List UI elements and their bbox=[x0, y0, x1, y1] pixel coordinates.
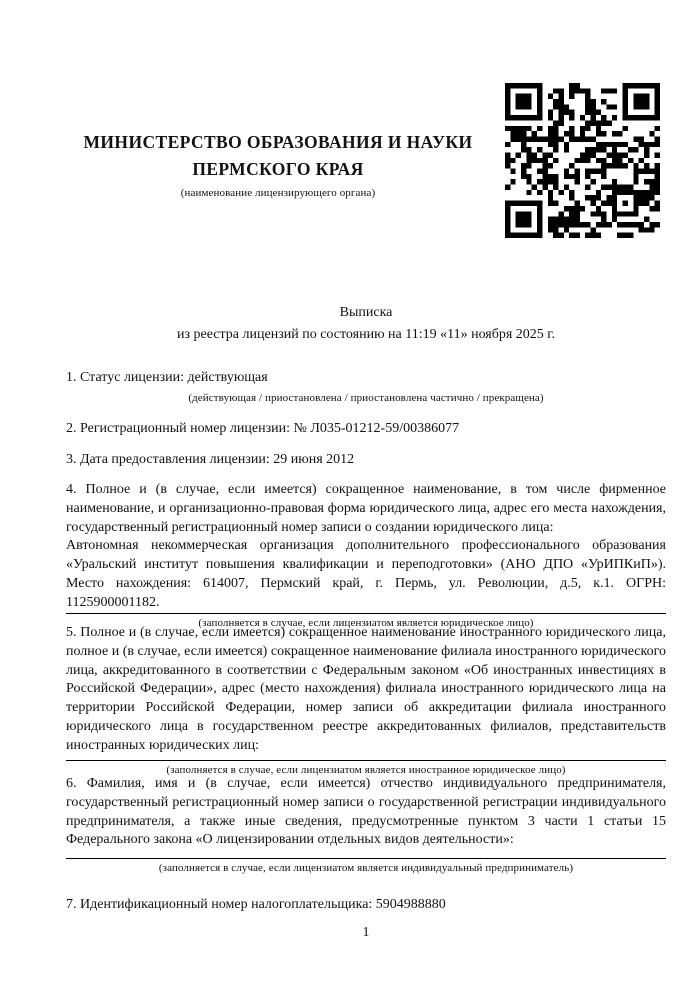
foreign-entity-label: 5. Полное и (в случае, если имеется) сокращенное наименование иностранного юридического лица, полное и (в случае, если имеется) сокращенное наименование филиала иностранного юридического лица, аккредитованного в соответствии с Федеральным законом «Об иностранных инвестициях в Российской Федерации», адрес (место нахождения) филиала иностранного юридического лица на территории Российской Федерации, номер записи об аккредитации филиала иностранного юридического лица в государственном реестре аккредитованных филиалов, представительств иностранных юридических лиц: bbox=[66, 625, 666, 753]
individual-entrepreneur-caption: (заполняется в случае, если лицензиатом является индивидуальный предприниматель) bbox=[158, 862, 574, 875]
field-grant-date bbox=[66, 451, 666, 470]
legal-entity-value: Автономная некоммерческая организация дополнительного профессионального образования «Уральский институт повышения квалификации и переподготовки» (АНО ДПО «УрИПКиП»). Место нахождения: 614007, Пермский край, г. Пермь, ул. Революции, д.5, к.1. ОГРН: 1125900001182. bbox=[66, 538, 666, 610]
document-title-block bbox=[66, 302, 666, 345]
field-license-status bbox=[66, 369, 666, 405]
document-subtitle: из реестра лицензий по состоянию на 11:19 «11» ноября 2025 г. bbox=[177, 326, 555, 342]
foreign-entity-fill-line bbox=[66, 760, 666, 761]
grant-date-text: 3. Дата предоставления лицензии: 29 июня 2012 bbox=[66, 452, 355, 467]
license-status-caption: (действующая / приостановлена / приостановлена частично / прекращена) bbox=[188, 391, 544, 404]
legal-entity-caption: (заполняется в случае, если лицензиатом является юридическое лицо) bbox=[198, 616, 534, 629]
field-legal-entity bbox=[66, 481, 666, 630]
document-title: Выписка bbox=[339, 305, 393, 320]
qr-code-image bbox=[505, 83, 660, 238]
field-taxpayer-number bbox=[66, 896, 666, 915]
taxpayer-number-text: 7. Идентификационный номер налогоплательщика: 5904988880 bbox=[66, 897, 446, 912]
foreign-entity-caption: (заполняется в случае, если лицензиатом является иностранное юридическое лицо) bbox=[166, 763, 566, 776]
field-foreign-entity bbox=[66, 624, 666, 777]
ministry-name-line1: МИНИСТЕРСТВО ОБРАЗОВАНИЯ И НАУКИ bbox=[83, 132, 473, 152]
licensing-authority-header bbox=[66, 129, 490, 200]
page-number: 1 bbox=[362, 925, 370, 940]
individual-entrepreneur-label: 6. Фамилия, имя и (в случае, если имеется) отчество индивидуального предпринимателя, государственный регистрационный номер записи о государственной регистрации индивидуального предпринимателя, а также иные сведения, предусмотренные пунктом 3 части 1 статьи 15 Федерального закона «О лицензировании отдельных видов деятельности»: bbox=[66, 776, 666, 848]
license-status-text: 1. Статус лицензии: действующая bbox=[66, 370, 268, 385]
qr-code-icon bbox=[505, 83, 660, 238]
individual-entrepreneur-empty-field bbox=[66, 850, 666, 858]
ministry-name-caption: (наименование лицензирующего органа) bbox=[180, 187, 376, 199]
registration-number-text: 2. Регистрационный номер лицензии: № Л035-01212-59/00386077 bbox=[66, 421, 460, 436]
ministry-name-line2: ПЕРМСКОГО КРАЯ bbox=[192, 158, 364, 179]
individual-entrepreneur-fill-line bbox=[66, 858, 666, 859]
field-registration-number bbox=[66, 420, 666, 439]
field-individual-entrepreneur bbox=[66, 775, 666, 875]
legal-entity-fill-line bbox=[66, 613, 666, 614]
legal-entity-label: 4. Полное и (в случае, если имеется) сокращенное наименование, в том числе фирменное наименование, и организационно-правовая форма юридического лица, адрес его места нахождения, государственный регистрационный номер записи о создании юридического лица: bbox=[66, 482, 666, 535]
